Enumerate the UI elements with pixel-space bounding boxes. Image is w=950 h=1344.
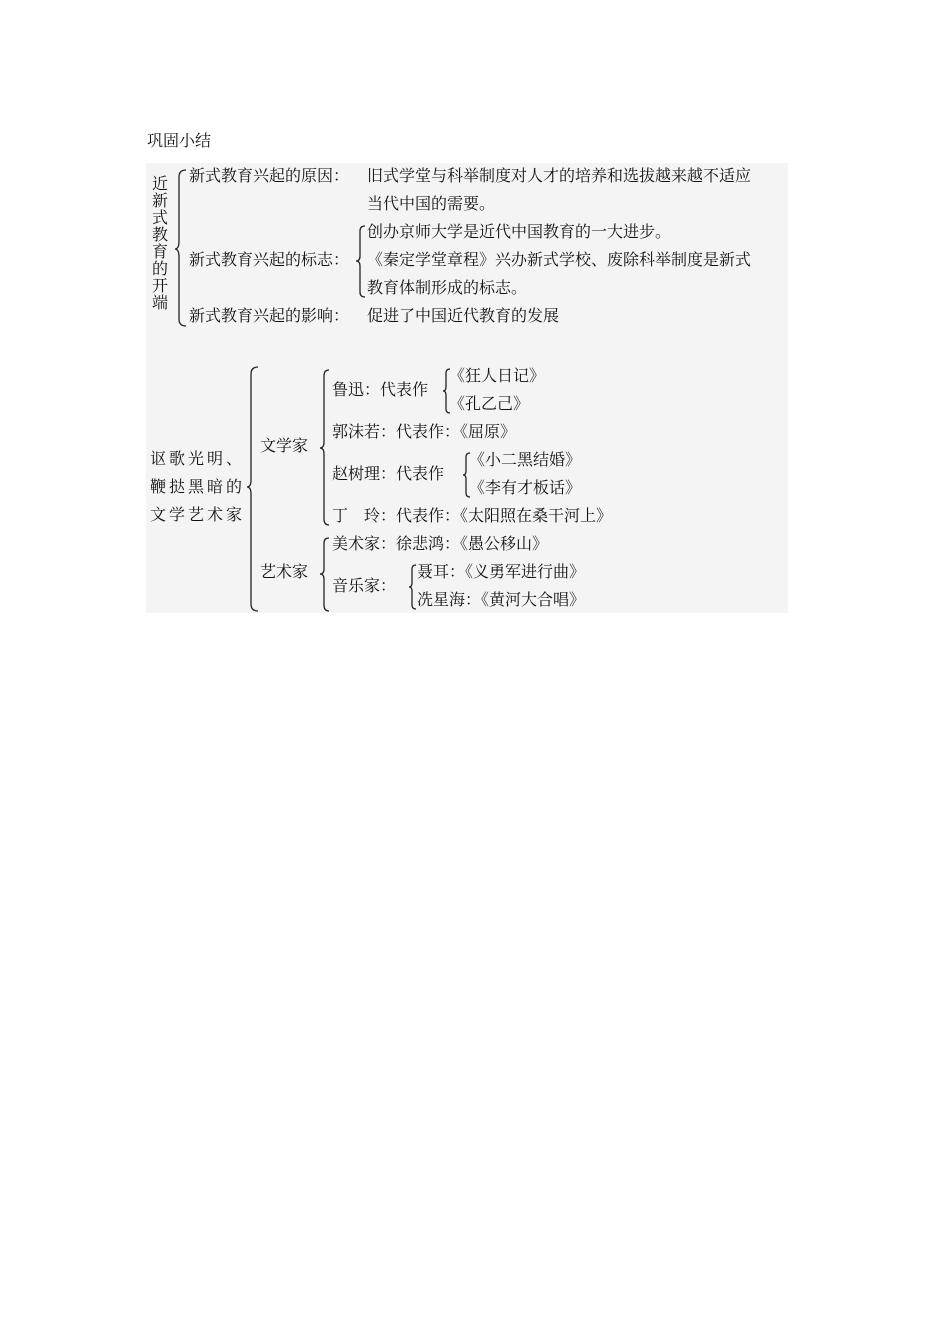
reason-label: 新式教育兴起的原因： — [189, 166, 350, 185]
painter-entry: 美术家：徐悲鸿：《愚公移山》 — [332, 534, 549, 553]
artists-label: 艺术家 — [260, 562, 309, 581]
luxun-work-1: 《狂人日记》 — [449, 366, 546, 385]
sign-line-2: 《秦定学堂章程》兴办新式学校、废除科举制度是新式 — [367, 250, 752, 269]
page-heading: 巩固小结 — [147, 131, 212, 150]
zhaoshuli-work-1: 《小二黑结婚》 — [469, 450, 582, 469]
impact-text: 促进了中国近代教育的发展 — [367, 306, 560, 325]
sign-line-3: 教育体制形成的标志。 — [367, 278, 528, 297]
sign-brace — [355, 225, 367, 301]
impact-label: 新式教育兴起的影响： — [189, 306, 350, 325]
zhaoshuli-work-2: 《李有才板话》 — [469, 478, 582, 497]
reason-line-2: 当代中国的需要。 — [367, 194, 496, 213]
musician-2: 冼星海：《黄河大合唱》 — [417, 590, 586, 609]
section1-root-label: 近 新 式 教 育 的 开 端 — [151, 174, 168, 312]
section2-root-line-2: 鞭挞黑暗的 — [150, 477, 246, 496]
sign-line-1: 创办京师大学是近代中国教育的一大进步。 — [367, 222, 672, 241]
sign-label: 新式教育兴起的标志： — [189, 250, 350, 269]
writers-brace — [319, 369, 331, 527]
dingling-entry: 丁 玲：代表作：《太阳照在桑干河上》 — [332, 506, 613, 525]
musician-1: 聂耳：《义勇军进行曲》 — [417, 562, 586, 581]
section1-brace — [174, 169, 188, 329]
reason-line-1: 旧式学堂与科举制度对人才的培养和选拔越来越不适应 — [367, 166, 752, 185]
luxun-work-2: 《孔乙己》 — [449, 394, 530, 413]
section2-root-line-3: 文学艺术家 — [150, 505, 246, 524]
section2-brace — [246, 366, 260, 613]
artists-brace — [319, 537, 331, 613]
section2-root-line-1: 讴歌光明、 — [150, 449, 246, 468]
summary-diagram — [146, 163, 788, 613]
zhaoshuli-label: 赵树理：代表作 — [332, 464, 445, 483]
luxun-label: 鲁迅：代表作 — [332, 380, 429, 399]
writers-label: 文学家 — [260, 436, 309, 455]
musician-label: 音乐家： — [332, 576, 397, 595]
guomoruo-entry: 郭沫若：代表作：《屈原》 — [332, 422, 517, 441]
